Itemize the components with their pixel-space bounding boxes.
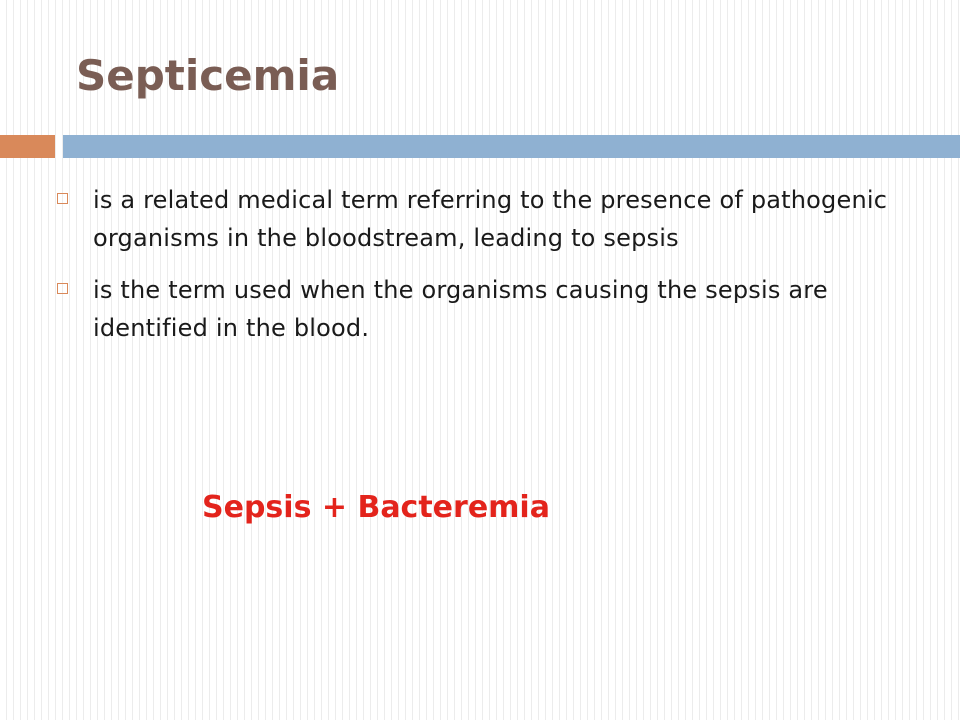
title-divider-accent [0,135,55,158]
slide-title: Septicemia [76,51,340,100]
bullet-list [57,181,907,361]
bullet-text: is the term used when the organisms causing the sepsis are identified in the blood. [93,276,828,342]
hollow-square-icon [57,193,68,204]
bullet-item [57,181,907,257]
title-divider-bar [63,135,960,158]
bullet-text: is a related medical term referring to the presence of pathogenic organisms in the bloodstream, leading to sepsis [93,186,888,252]
bullet-item [57,271,907,347]
highlight-equation: Sepsis + Bacteremia [202,490,550,525]
hollow-square-icon [57,283,68,294]
